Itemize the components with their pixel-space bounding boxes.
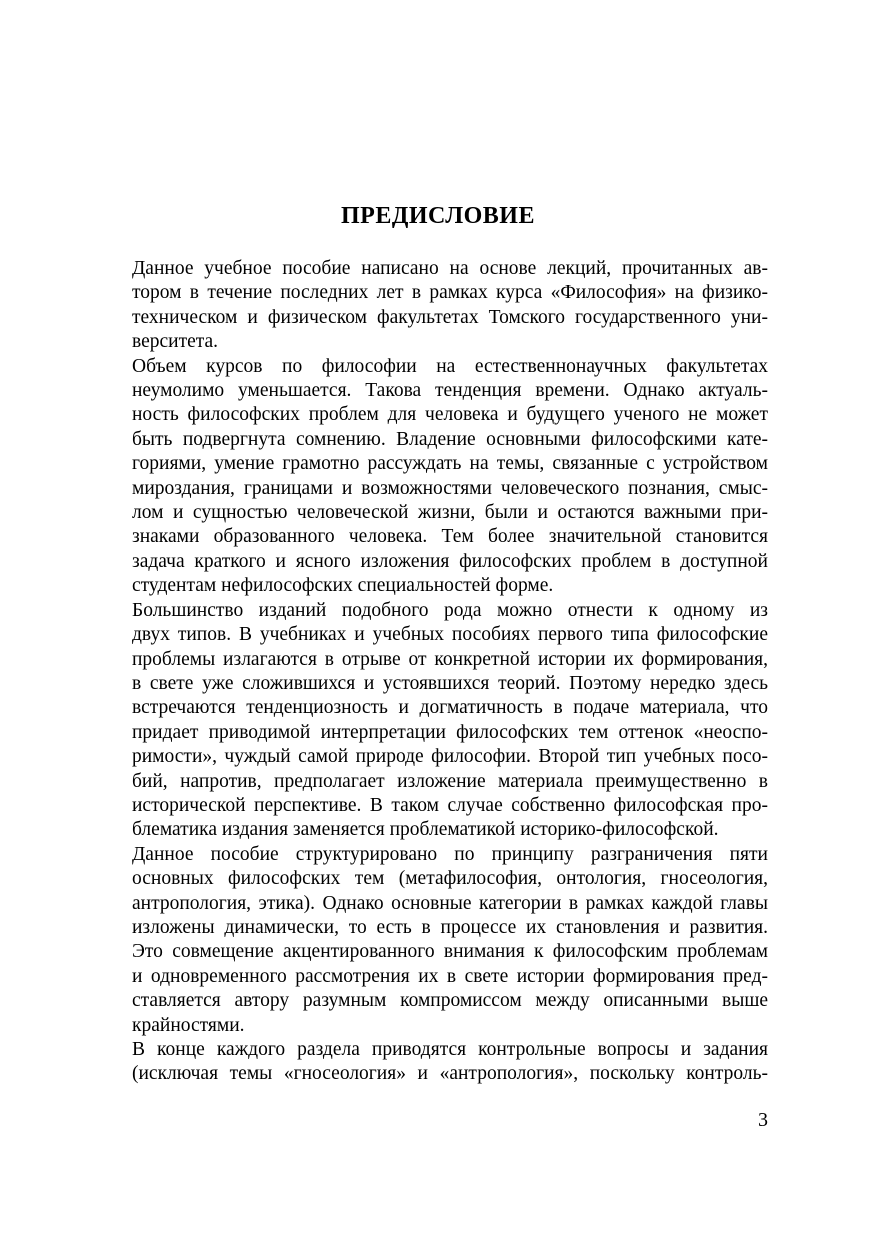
text-line: ставляется автору разумным компромиссом между описанными выше — [132, 990, 768, 1012]
text-line: знаками образованного человека. Тем более значительной становится — [132, 526, 768, 548]
paragraph-4 — [104, 843, 768, 1038]
text-line: Объем курсов по философии на естественнонаучных факультетах — [132, 355, 768, 377]
text-line: бий, напротив, предполагает изложение материала преимущественно в — [132, 770, 768, 792]
text-line: двух типов. В учебниках и учебных пособиях первого типа философские — [132, 624, 768, 646]
page-title: ПРЕДИСЛОВИЕ — [341, 203, 535, 229]
text-line: верситета. — [132, 331, 219, 353]
page-number: 3 — [758, 1109, 768, 1131]
paragraph-3 — [104, 599, 768, 843]
text-line: неумолимо уменьшается. Такова тенденция времени. Однако актуаль- — [132, 380, 768, 402]
text-line: задача краткого и ясного изложения философских проблем в доступной — [132, 550, 768, 572]
body-text — [104, 257, 768, 1087]
text-line: студентам нефилософских специальностей форме. — [132, 575, 554, 597]
text-line: техническом и физическом факультетах Томского государственного уни- — [132, 306, 768, 328]
text-line: блематика издания заменяется проблематикой историко-философской. — [132, 819, 719, 841]
text-line: ность философских проблем для человека и будущего ученого не может — [132, 404, 768, 426]
text-line: (исключая темы «гносеология» и «антропология», поскольку контроль- — [132, 1063, 768, 1085]
text-line: исторической перспективе. В таком случае собственно философская про- — [132, 794, 768, 816]
text-line: лом и сущностью человеческой жизни, были и остаются важными при- — [132, 502, 768, 524]
text-line: встречаются тенденциозность и догматичность в подаче материала, что — [132, 697, 768, 719]
text-line: мироздания, границами и возможностями человеческого познания, смыс- — [132, 477, 768, 499]
text-line: быть подвергнута сомнению. Владение основными философскими кате- — [132, 428, 768, 450]
text-line: Данное учебное пособие написано на основе лекций, прочитанных ав- — [132, 258, 768, 279]
text-line: Данное пособие структурировано по принципу разграничения пяти — [132, 843, 768, 865]
text-line: изложены динамически, то есть в процессе их становления и развития. — [132, 916, 768, 938]
text-line: В конце каждого раздела приводятся контрольные вопросы и задания — [132, 1039, 768, 1060]
text-line: крайностями. — [132, 1014, 245, 1036]
text-line: Большинство изданий подобного рода можно отнести к одному из — [132, 599, 768, 621]
paragraph-5 — [104, 1038, 768, 1087]
text-line: тором в течение последних лет в рамках курса «Философия» на физико- — [132, 282, 768, 304]
text-line: римости», чуждый самой природе философии. Второй тип учебных посо- — [132, 746, 768, 768]
text-line: Это совмещение акцентированного внимания к философским проблемам — [132, 941, 768, 963]
text-line: и одновременного рассмотрения их в свете истории формирования пред- — [132, 965, 768, 987]
paragraph-1 — [104, 257, 768, 355]
text-line: основных философских тем (метафилософия, онтология, гносеология, — [132, 868, 768, 890]
text-line: антропология, этика). Однако основные категории в рамках каждой главы — [132, 892, 768, 914]
text-line: гориями, умение грамотно рассуждать на темы, связанные с устройством — [132, 453, 768, 475]
text-line: проблемы излагаются в отрыве от конкретной истории их формирования, — [132, 648, 768, 670]
paragraph-2 — [104, 355, 768, 599]
text-line: придает приводимой интерпретации философских тем оттенок «неоспо- — [132, 721, 768, 743]
text-line: в свете уже сложившихся и устоявшихся теорий. Поэтому нередко здесь — [132, 672, 768, 694]
